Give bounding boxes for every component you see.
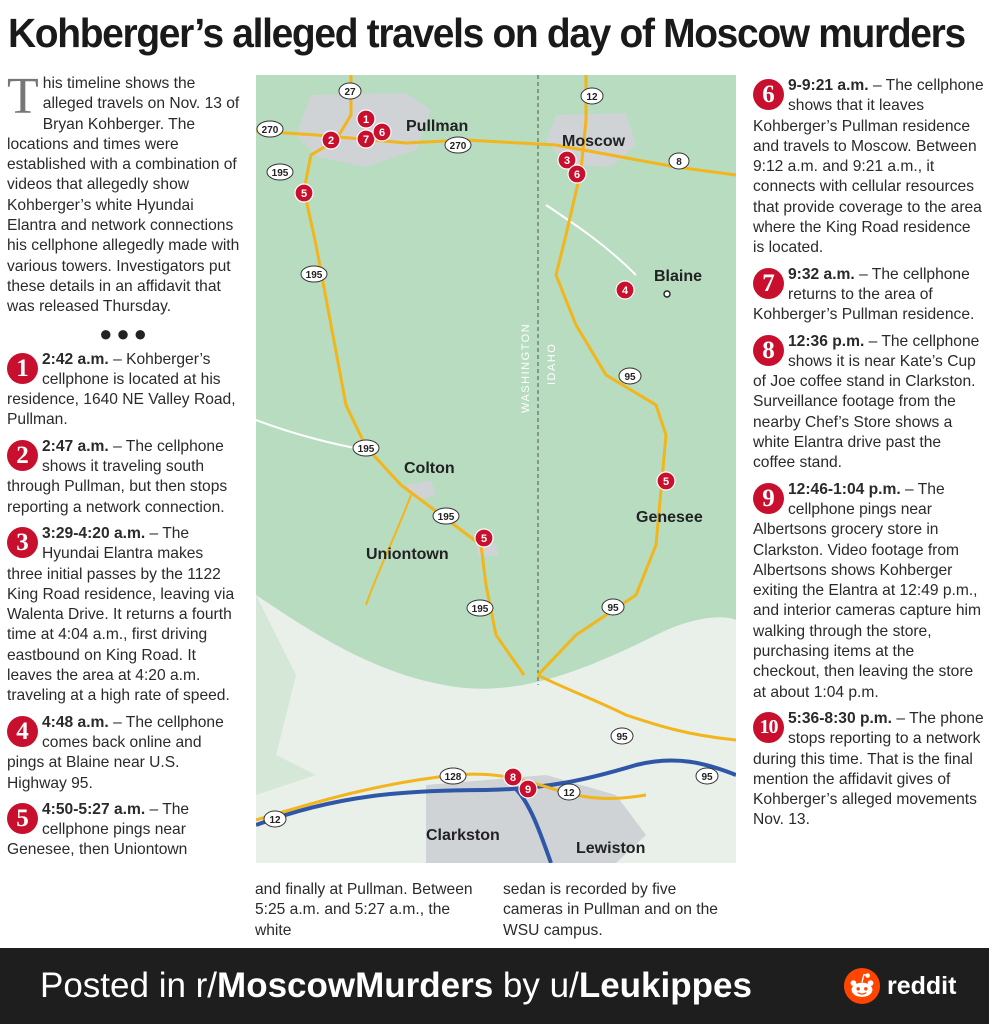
entry-text: – The cellphone returns to the area of Kohberger’s Pullman residence.: [753, 265, 975, 324]
timeline-entry-6: [753, 76, 985, 259]
marker-label: 7: [362, 134, 370, 146]
city-label-clarkston: Clarkston: [426, 827, 500, 844]
entry-time: 2:47 a.m.: [42, 437, 109, 455]
entry-text: – The cellphone shows it traveling south through Pullman, but then stops reporting a network connection.: [7, 437, 228, 516]
timeline-entry-8: [753, 332, 985, 474]
marker-label: 5: [300, 188, 308, 200]
marker-label: 6: [573, 169, 581, 181]
timeline-entry-5: [7, 800, 243, 861]
city-label-pullman: Pullman: [406, 118, 469, 135]
route-number: 128: [444, 772, 462, 783]
marker-badge: 3: [7, 527, 38, 558]
marker-badge: 8: [753, 335, 784, 366]
entry-time: 12:46-1:04 p.m.: [788, 480, 901, 498]
drop-cap: T: [7, 68, 39, 125]
marker-badge: 6: [753, 79, 784, 110]
marker-label: 9: [524, 784, 532, 796]
city-label-blaine: Blaine: [654, 268, 703, 285]
reddit-logo-icon: [843, 967, 881, 1005]
timeline-entry-9: [753, 480, 985, 703]
entry-time: 2:42 a.m.: [42, 350, 109, 368]
route-number: 95: [701, 772, 713, 783]
entry-text: – The cellphone pings near Genesee, then Uniontown: [7, 800, 190, 859]
marker-badge: 10: [753, 712, 784, 743]
entry-time: 9-9:21 a.m.: [788, 77, 869, 94]
banner-middle: by u/: [493, 966, 579, 1005]
entry-text: – The cellphone pings near Albertsons grocery store in Clarkston. Video footage from Albertsons shows Kohberger exiting the Elantra at 12:49 p.m., and interior cameras capture him walking through the store, purchasing items at the checkout, then leaving the store at about 1:04 p.m.: [753, 480, 981, 701]
banner-prefix: Posted in r/: [40, 966, 218, 1005]
marker-badge: 9: [753, 483, 784, 514]
marker-badge: 1: [7, 353, 38, 384]
timeline-entry-10: [753, 709, 985, 831]
entry-text: – The phone stops reporting to a network during this time. That is the final mention the affidavit gives of Kohberger’s alleged movements Nov. 13.: [753, 709, 984, 829]
left-column: [7, 68, 243, 867]
entry-text: – Kohberger’s cellphone is located at his residence, 1640 NE Valley Road, Pullman.: [7, 350, 236, 429]
subreddit-link[interactable]: MoscowMurders: [217, 966, 494, 1005]
route-number: 195: [437, 512, 455, 523]
city-label-genesee: Genesee: [636, 509, 703, 526]
marker-label: 1: [362, 114, 370, 126]
intro-paragraph: [7, 68, 243, 318]
route-number: 95: [624, 372, 636, 383]
banner-caption: [40, 966, 752, 1006]
route-number: 195: [305, 270, 323, 281]
route-number: 270: [449, 141, 467, 152]
route-number: 12: [586, 92, 598, 103]
entry-time: 5:36-8:30 p.m.: [788, 709, 893, 727]
state-label-washington: WASHINGTON: [520, 322, 532, 413]
entry-time: 12:36 p.m.: [788, 332, 865, 350]
entry-time: 4:48 a.m.: [42, 713, 109, 731]
marker-badge: 4: [7, 716, 38, 747]
marker-label: 6: [378, 127, 386, 139]
entry-time: 3:29-4:20 a.m.: [42, 524, 146, 542]
intro-text: his timeline shows the alleged travels on Nov. 13 of Bryan Kohberger. The locations and times were established with a combination of videos that allegedly show Kohberger’s white Hyundai Elantra and network connections his cellphone allegedly made with various towers. Investigators put these details in an affidavit that was released Thursday.: [7, 75, 240, 316]
marker-badge: 5: [7, 803, 38, 834]
right-column: [753, 76, 985, 837]
continuation-column-3: sedan is recorded by five cameras in Pullman and on the WSU campus.: [503, 881, 718, 939]
entry-text: – The Hyundai Elantra makes three initial passes by the 1122 King Road residence, leaving via Walenta Drive. It returns a fourth time at 4:04 a.m., first driving eastbound on King Road. It leaves the area at 4:20 a.m. traveling at a high rate of speed.: [7, 524, 235, 705]
state-label-idaho: IDAHO: [546, 342, 558, 385]
marker-label: 2: [327, 135, 335, 147]
entry-text: – The cellphone comes back online and pings at Blaine near U.S. Highway 95.: [7, 713, 224, 792]
route-number: 270: [261, 125, 279, 136]
route-number: 27: [344, 87, 356, 98]
route-number: 12: [269, 815, 281, 826]
route-number: 195: [271, 168, 289, 179]
city-label-uniontown: Uniontown: [366, 546, 449, 563]
timeline-entry-1: [7, 350, 243, 431]
route-number: 195: [357, 444, 375, 455]
marker-label: 4: [621, 285, 629, 297]
marker-label: 8: [509, 772, 517, 784]
marker-label: 3: [563, 155, 571, 167]
city-label-lewiston: Lewiston: [576, 840, 646, 857]
route-number: 195: [471, 604, 489, 615]
separator-dots: ●●●: [99, 320, 151, 346]
reddit-brand: [843, 966, 956, 1006]
route-number: 95: [616, 732, 628, 743]
marker-label: 5: [662, 476, 670, 488]
map-svg: [256, 75, 736, 863]
headline: Kohberger’s alleged travels on day of Moscow murders: [8, 10, 965, 56]
entry-text: – The cellphone shows it is near Kate’s Cup of Joe coffee stand in Clarkston. Surveillance footage from the nearby Chef’s Store shows a white Elantra drive past the coffee stand.: [753, 332, 980, 472]
route-number: 8: [676, 157, 682, 168]
blaine-dot: [664, 291, 670, 297]
entry-time: 9:32 a.m.: [788, 265, 855, 283]
continuation-column-2: and finally at Pullman. Between 5:25 a.m. and 5:27 a.m., the white: [255, 881, 473, 939]
marker-label: 5: [480, 533, 488, 545]
entry-text: – The cellphone shows that it leaves Kohberger’s Pullman residence and travels to Moscow. Between 9:12 a.m. and 9:21 a.m., it connects with cellular resources that provide coverage to the area where the King Road residence is located.: [753, 77, 984, 257]
route-map: [256, 75, 736, 863]
timeline-entry-2: [7, 437, 243, 518]
route-number: 95: [607, 603, 619, 614]
city-label-colton: Colton: [404, 460, 455, 477]
marker-badge: 7: [753, 268, 784, 299]
reddit-banner: [0, 948, 989, 1024]
marker-badge: 2: [7, 440, 38, 471]
entry-time: 4:50-5:27 a.m.: [42, 800, 146, 818]
timeline-entry-4: [7, 713, 243, 794]
city-label-moscow: Moscow: [562, 133, 626, 150]
route-number: 12: [563, 788, 575, 799]
username-link[interactable]: Leukippes: [578, 966, 752, 1005]
timeline-entry-3: [7, 524, 243, 707]
reddit-wordmark: reddit: [887, 971, 957, 1000]
timeline-entry-7: [753, 265, 985, 326]
